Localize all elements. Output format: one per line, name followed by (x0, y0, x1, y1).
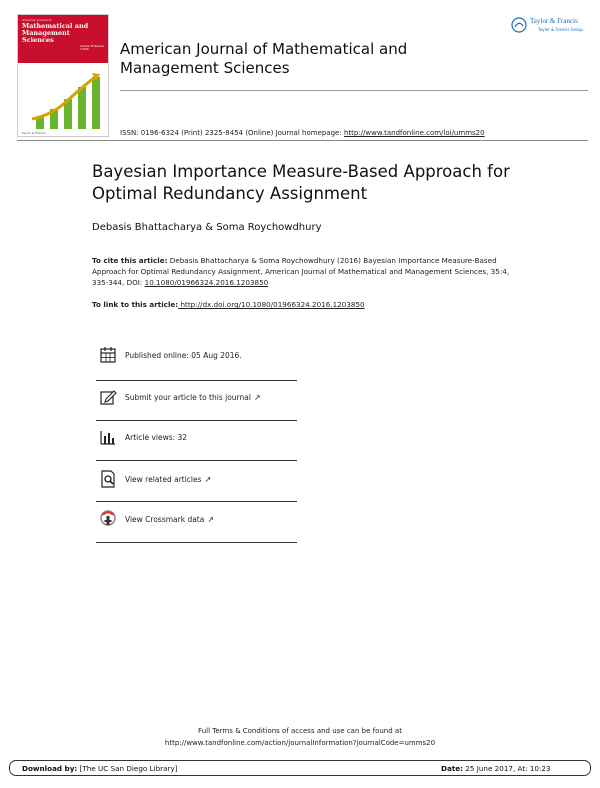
crossmark-label: View Crossmark data (125, 515, 205, 524)
search-document-icon (99, 470, 117, 488)
cover-side-text: Volume 35 Number 4 2016 (80, 45, 105, 51)
issn-line (120, 129, 485, 137)
citation-doi-link[interactable]: 10.1080/01966324.2016.1203850 (144, 278, 269, 287)
download-info-bar (9, 760, 591, 776)
publisher-group: Taylor & Francis Group (538, 27, 583, 32)
issn-text: ISSN: 0196-6324 (Print) 2325-8454 (Online) Journal homepage: (120, 129, 344, 137)
download-date-value: 25 June 2017, At: 10:23 (463, 764, 551, 773)
tandf-logo-icon (511, 17, 527, 33)
terms-notice (100, 725, 500, 749)
terms-line: Full Terms & Conditions of access and use can be found at (198, 727, 402, 735)
published-row (96, 346, 297, 366)
cover-pre-title: American Journal of (22, 18, 52, 22)
external-link-icon: ↗ (253, 393, 261, 402)
edit-icon (99, 388, 117, 406)
article-doi-url-link[interactable]: http://dx.doi.org/10.1080/01966324.2016.1203850 (178, 300, 365, 309)
crossmark-link[interactable] (125, 515, 214, 524)
cover-title: Mathematical and Management Sciences (22, 22, 89, 44)
downloaded-by-value: [The UC San Diego Library] (77, 764, 178, 773)
submit-article-label: Submit your article to this journal (125, 393, 251, 402)
external-link-icon: ↗ (207, 515, 215, 524)
submit-article-row[interactable] (96, 388, 297, 408)
related-articles-link[interactable] (125, 475, 211, 484)
publisher-name: Taylor & Francis (530, 17, 578, 25)
downloaded-by-label: Download by: (22, 764, 78, 773)
calendar-icon (99, 346, 117, 364)
article-views-label: Article views: 32 (125, 433, 188, 442)
journal-homepage-link[interactable]: http://www.tandfonline.com/loi/umms20 (343, 129, 485, 137)
panel-divider (96, 542, 297, 543)
journal-cover-image (17, 14, 109, 137)
related-articles-label: View related articles (125, 475, 202, 484)
citation-label: To cite this article: (92, 256, 168, 265)
download-date (441, 764, 551, 773)
journal-title: American Journal of Mathematical and Management Sciences (120, 40, 408, 77)
panel-divider (96, 380, 297, 381)
panel-divider (96, 460, 297, 461)
terms-url-link[interactable]: http://www.tandfonline.com/action/journalInformation?journalCode=umms20 (164, 739, 436, 747)
section-divider (17, 140, 588, 141)
publisher-logo[interactable] (510, 16, 590, 38)
related-articles-row[interactable] (96, 470, 297, 490)
published-date-label: Published online: 05 Aug 2016. (125, 351, 242, 360)
article-title: Bayesian Importance Measure-Based Approach for Optimal Redundancy Assignment (92, 162, 510, 203)
cover-footer: Taylor & Francis (22, 131, 46, 135)
bar-chart-icon (99, 428, 117, 446)
citation-text: Debasis Bhattacharya & Soma Roychowdhury (2016) Bayesian Importance Measure-Based Approach for Optimal Redundancy Assignment, American Journal of Mathematical and Management Sciences, 35:4, 335-344, DOI: (92, 256, 510, 287)
cover-bar-chart-icon (32, 73, 102, 131)
submit-article-link[interactable] (125, 393, 261, 402)
link-to-article (92, 300, 365, 309)
article-authors: Debasis Bhattacharya & Soma Roychowdhury (92, 222, 322, 233)
header-divider (120, 90, 588, 91)
panel-divider (96, 501, 297, 502)
download-date-label: Date: (441, 764, 464, 773)
crossmark-icon (99, 510, 117, 528)
link-to-label: To link to this article: (92, 300, 179, 309)
external-link-icon: ↗ (204, 475, 212, 484)
panel-divider (96, 420, 297, 421)
citation-block (92, 255, 522, 288)
downloaded-by (22, 764, 178, 773)
crossmark-row[interactable] (96, 510, 297, 530)
views-row (96, 428, 297, 448)
